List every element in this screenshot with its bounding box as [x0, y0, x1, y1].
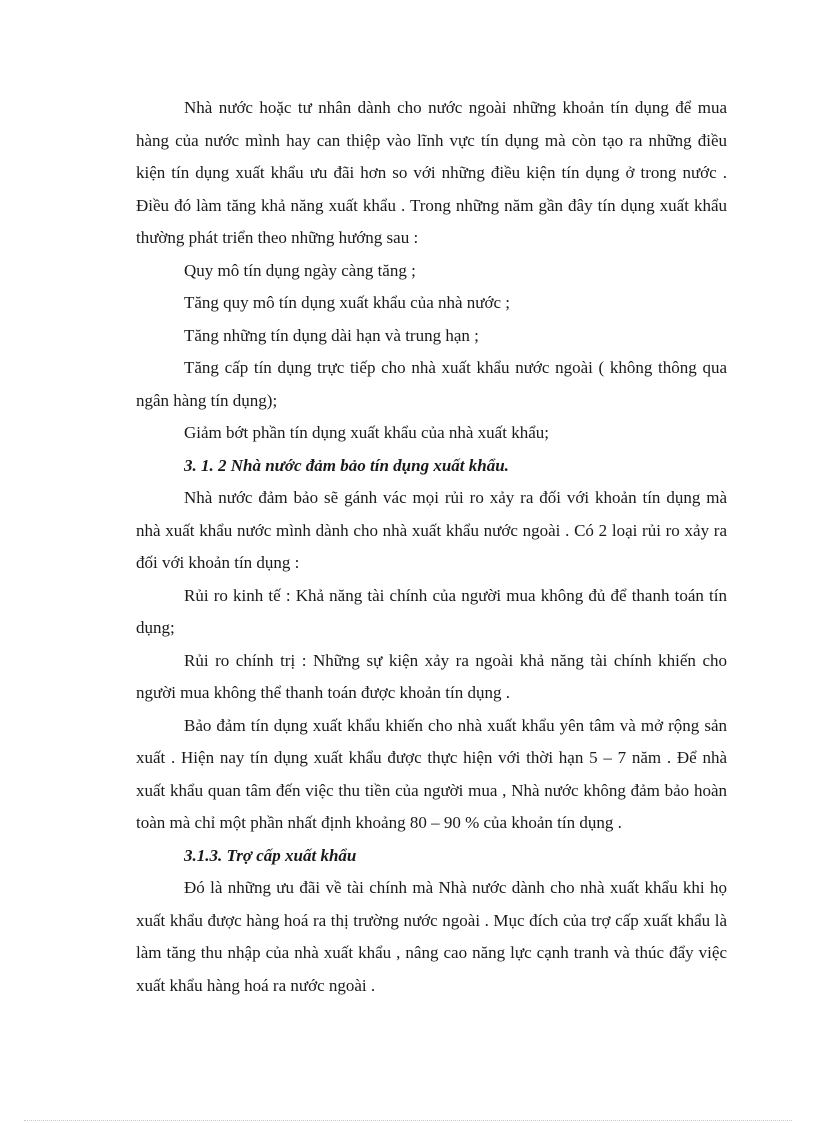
- page-bottom-divider: [24, 1120, 792, 1121]
- paragraph-export-credit-intro: Nhà nước hoặc tư nhân dành cho nước ngoài những khoản tín dụng để mua hàng của nước mình hay can thiệp vào lĩnh vực tín dụng mà còn tạo ra những điều kiện tín dụng xuất khẩu ưu đãi hơn so với những điều kiện tín dụng ở trong nước . Điều đó làm tăng khả năng xuất khẩu . Trong những năm gần đây tín dụng xuất khẩu thường phát triển theo những hướng sau :: [136, 98, 727, 247]
- list-item-state-credit: Tăng quy mô tín dụng xuất khẩu của nhà nước ;: [184, 293, 511, 312]
- document-page: [136, 92, 727, 1002]
- section-heading-credit-guarantee: 3. 1. 2 Nhà nước đảm bảo tín dụng xuất khẩu.: [184, 455, 509, 475]
- list-item-long-term-credit: Tăng những tín dụng dài hạn và trung hạn ;: [184, 325, 479, 345]
- list-item-credit-scale: Quy mô tín dụng ngày càng tăng ;: [184, 260, 416, 280]
- list-item-economic-risk: Rủi ro kinh tế : Khả năng tài chính của người mua không đủ để thanh toán tín dụng;: [136, 585, 727, 637]
- paragraph-guarantee-effect: Bảo đảm tín dụng xuất khẩu khiến cho nhà xuất khẩu yên tâm và mở rộng sản xuất . Hiện nay tín dụng xuất khẩu được thực hiện với thời hạn 5 – 7 năm . Để nhà xuất khẩu quan tâm đến việc thu tiền của người mua , Nhà nước không đảm bảo hoàn toàn mà chỉ một phần nhất định khoảng 80 – 90 % của khoản tín dụng .: [136, 715, 727, 832]
- list-item-reduce-credit: Giảm bớt phần tín dụng xuất khẩu của nhà xuất khẩu;: [184, 423, 549, 442]
- paragraph-guarantee-risks: Nhà nước đảm bảo sẽ gánh vác mọi rủi ro xảy ra đối với khoản tín dụng mà nhà xuất khẩu nước mình dành cho nhà xuất khẩu nước ngoài . Có 2 loại rủi ro xảy ra đối với khoản tín dụng :: [136, 488, 727, 572]
- paragraph-export-subsidy: Đó là những ưu đãi về tài chính mà Nhà nước dành cho nhà xuất khẩu khi họ xuất khẩu được hàng hoá ra thị trường nước ngoài . Mục đích của trợ cấp xuất khẩu là làm tăng thu nhập của nhà xuất khẩu , nâng cao năng lực cạnh tranh và thúc đẩy việc xuất khẩu hàng hoá ra nước ngoài .: [136, 878, 727, 995]
- list-item-direct-credit: Tăng cấp tín dụng trực tiếp cho nhà xuất khẩu nước ngoài ( không thông qua ngân hàng tín dụng);: [136, 358, 727, 410]
- list-item-political-risk: Rủi ro chính trị : Những sự kiện xảy ra ngoài khả năng tài chính khiến cho người mua không thể thanh toán được khoản tín dụng .: [136, 650, 727, 702]
- section-heading-export-subsidy: 3.1.3. Trợ cấp xuất khẩu: [184, 845, 357, 865]
